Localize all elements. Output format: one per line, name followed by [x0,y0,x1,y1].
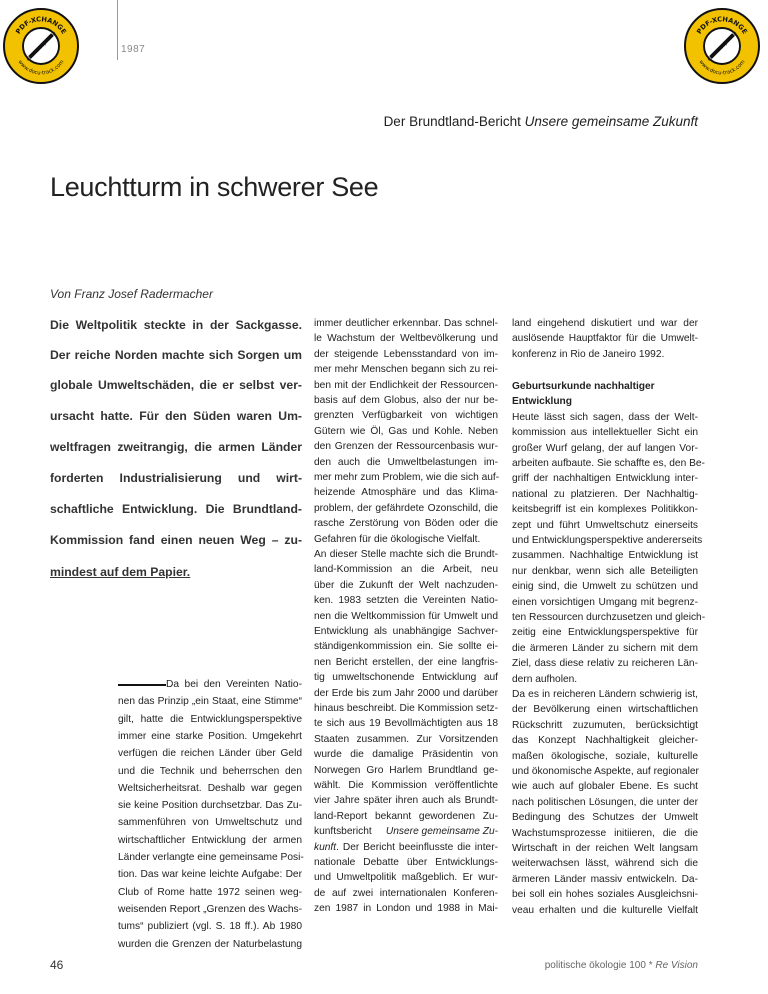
text-line: ten Ressourcen durchzusetzen und gleich- [512,612,706,623]
text-line: dern aufholen. [512,673,578,685]
text-line: über die Zukunft der Welt nachzuden- [314,579,498,591]
text-line: der Bevölkerung einen wirtschaftlichen [512,704,698,716]
text-line: Entwicklung als unabhängige Sachver- [314,626,498,637]
text-line: de auf zwei internationalen Konferen- [314,887,498,899]
text-line: bei soll ein hohes soziales Ausgleichsni- [512,889,698,901]
text-line: Gefahren für die ökologische Vielfalt. [314,533,481,545]
issue-tag: Re Vision [655,960,698,971]
text-line: basis auf dem Globus, also der nur be- [314,395,498,406]
text-line: zen 1987 in London und 1988 in Mai- [314,903,498,915]
text-line: sie keine Position durchsetzbar. Das Zu- [118,800,302,812]
text-line: sammenführen von Umweltschutz und [118,817,302,829]
text-line: den auch die Umweltbelastungen im- [314,456,498,468]
text-line: Norwegen Gro Harlem Brundtland ge- [314,764,498,776]
lead-line: Kommission fand einen neuen Weg – zu- [50,533,302,547]
text-line: veau erhalten und die kulturelle Vielfalt [512,904,698,916]
text-line: tums“ publiziert (vgl. S. 18 ff.). Ab 1980 [118,921,302,933]
pdf-xchange-badge-icon [686,10,758,82]
text-line: kommission aus intellektueller Sicht ein [512,427,698,439]
text-line: Bedingung des Schutzes der Umwelt [512,812,698,824]
text-line: und die Technik und beherrschen den [118,765,302,777]
pdf-xchange-badge-left[interactable] [3,8,79,84]
text-line: land-Kommission an die Arbeit, neu [314,564,498,576]
text-line: die ärmeren Länder zu sichern mit dem [512,642,698,654]
subheading: Geburtsurkunde nachhaltiger [512,381,655,392]
text-line: keitsbegriff ist ein komplexes Politikkon- [512,504,698,516]
text-line: Da es in reicheren Ländern schwierig ist, [512,689,698,700]
text-line: einig sind, die Umwelt zu schützen und [512,581,698,593]
text-line: zept und führt Umweltschutz einerseits [512,519,698,531]
lead-line: ursacht hatte. Für den Süden waren Um- [50,409,302,423]
text-line: griff der nachhaltigen Entwicklung inter- [512,473,698,485]
text-line: national zu platzieren. Der Nachhaltig- [512,488,698,500]
text-line: das Konzept Nachhaltigkeit gleicher- [512,735,698,747]
page-number: 46 [50,958,64,972]
text-line [314,826,498,837]
text-line: vier Jahre später ihren auch als Brundt- [314,795,498,807]
text-line: den Grenzen der Ressourcenbasis wur- [314,441,498,453]
text-line: weiterwachsen lässt, während sich die [512,858,698,870]
text-line: ständigenkommission ein. Sie sollte ei- [314,641,498,653]
text-line: einen vorsichtigen Umgang mit begrenz- [512,596,698,608]
text-line: tion. Das war keine leichte Aufgabe: Der [118,869,302,881]
text-line: grenzten Verfügbarkeit von wichtigen [314,410,498,422]
header-rule [117,0,118,60]
text-line: wurde die damalige Präsidentin von [314,749,498,761]
lead-line: schaftliche Entwicklung. Die Brundtland- [50,502,302,516]
text-line: und Umweltpolitik maßgeblich. Er wur- [314,872,498,884]
text-line: wählt. Die Kommission veröffentlichte [314,780,498,791]
article-author: Von Franz Josef Radermacher [50,287,213,301]
text-line: tig umweltschonende Entwicklung auf [314,672,498,684]
text-line: mer mehr Menschen begann sich zu rei- [314,364,498,376]
footer-separator: * [648,960,653,971]
article-headline: Leuchtturm in schwerer See [50,172,379,202]
text-line: und ökonomische Aspekte, auf regionaler [512,766,699,777]
text-line: hinaus beschreibt. Die Kommission setz- [314,703,499,714]
text-line: wie auch auf globaler Ebene. Es sucht [512,781,698,793]
text-line: rasche Zerstörung von Böden oder die [314,518,498,530]
text-line: ärmeren Länder massiv entwickeln. Da- [512,873,698,885]
text-line: verfügen die reichen Länder über Geld [118,748,302,760]
text-line: ken. 1983 setzten die Vereinten Natio- [314,595,498,607]
text-line: land-Report bekannt gewordenen Zu- [314,810,498,822]
text-line: Wachstumsprozesse initiieren, die die [512,827,698,839]
text-line: großer Wurf gelang, der auf langen Vor- [512,442,698,454]
text-line: nur denkbar, wenn sich alle Beteiligten [512,565,698,577]
text-line: Länder verlangte eine gemeinsame Posi- [118,852,304,863]
text-line: nen Bericht erstellen, der eine langfris- [314,656,498,668]
text-line: Wirtschaft in der reichen Welt langsam [512,843,698,854]
text-line: ben mit der Endlichkeit der Ressourcen- [314,379,498,391]
text-line: nen die Weltkommission für Umwelt und [314,610,498,622]
text-line: Ziel, dass diese relativ zu reicheren Län- [512,658,698,670]
lead-line: mindest auf dem Papier. [50,565,191,579]
text-line: Heute lässt sich sagen, dass der Welt- [512,411,698,423]
book-title-fragment: kunft [314,841,337,853]
badge-right-title: PDF-XCHANGE [695,15,749,36]
publication-name: politische ökologie 100 [544,960,646,971]
text-line: wirtschaftlicher Entwicklung der armen [118,834,302,846]
text-line: maßen ökologische, soziale, kulturelle [512,750,698,762]
lead-line: forderten Industrialisierung und wirt- [50,471,302,485]
section-kicker [384,114,698,129]
text-line: und Entwicklungsperspektive andererseits [512,535,703,546]
pdf-xchange-badge-icon [5,10,77,82]
text-line: le Wachstum der Weltbevölkerung und [314,333,498,345]
text-line: zusammen. Nachhaltige Entwicklung ist [512,550,698,562]
text-line: immer deutlicher erkennbar. Das schnel- [314,318,498,329]
text-line: konferenz in Rio de Janeiro 1992. [512,348,665,360]
text-line: Staaten zusammen. Zur Vorsitzenden [314,733,498,745]
text-line: nen das Prinzip „ein Staat, eine Stimme“ [118,696,302,708]
badge-right-url: www.docu-track.com [697,59,747,77]
text-line: arbeiten aufbaute. Sie schaffte es, den Be- [512,458,705,469]
badge-right-cta: Click to buy NOW! [707,31,739,63]
text-line: nach politischen Lösungen, die unter der [512,796,698,808]
text-line: gilt, hatte die Entwicklungsperspektive [118,713,302,725]
text-line: Club of Rome hatte 1972 seinen weg- [118,886,302,898]
lead-line: globale Umweltschäden, die er selbst ver- [50,378,302,392]
text-line [314,842,498,853]
text-line: Da bei den Vereinten Natio- [166,679,302,690]
text-line: nationale Debatte über Entwicklungs- [314,857,498,868]
pdf-xchange-badge-right[interactable] [684,8,760,84]
text-line: immer eine starke Position. Umgekehrt [118,730,302,742]
text-line: te sich aus 19 Bevollmächtigten aus 18 [314,718,498,730]
lead-line: Der reiche Norden machte sich Sorgen um [50,348,302,362]
text-fragment: kunftsbericht [314,826,372,838]
text-line: der steigende Lebensstandard von im- [314,348,498,360]
text-line: auslösende Hauptfaktor für die Umwelt- [512,333,698,345]
book-title-fragment: Unsere gemeinsame Zu- [385,826,498,838]
text-line: Gütern wie Öl, Gas und Kohle. Neben [314,425,498,437]
badge-left-title: PDF-XCHANGE [14,15,68,36]
badge-left-url: www.docu-track.com [16,59,66,77]
badge-left-cta: Click to buy NOW! [26,31,58,63]
text-line: Weltsicherheitsrat. Deshalb war gegen [118,782,302,794]
text-line: mer mehr zum Problem, wie die sich auf- [314,472,500,483]
text-line: wurden die Grenzen der Naturbelastung [118,938,302,950]
kicker-title: Unsere gemeinsame Zukunft [524,114,698,129]
text-line: Rückschritt zuzumuten, berücksichtigt [512,719,698,731]
lead-line: Die Weltpolitik steckte in der Sackgasse. [50,318,302,332]
publication-footer [545,960,698,971]
text-line: weisenden Report „Grenzen des Wachs- [118,903,302,915]
text-line: heizende Atmosphäre und das Klima- [314,487,498,499]
text-line: land eingehend diskutiert und war der [512,318,698,329]
section-dash [118,684,166,686]
text-line: zeitig eine Entwicklungsperspektive für [512,627,698,639]
text-fragment: . Der Bericht beeinflusste die inter- [336,841,498,853]
year-label: 1987 [121,44,146,55]
kicker-series: Der Brundtland-Bericht [383,114,521,129]
subheading: Entwicklung [512,396,572,408]
text-line: der Erde bis zum Jahr 2000 und darüber [314,687,498,699]
lead-line: weltfragen zweitrangig, die armen Länder [50,440,302,454]
text-line: An dieser Stelle machte sich die Brundt- [314,549,498,560]
text-line: problem, der gefährdete Ozonschild, die [314,502,498,514]
